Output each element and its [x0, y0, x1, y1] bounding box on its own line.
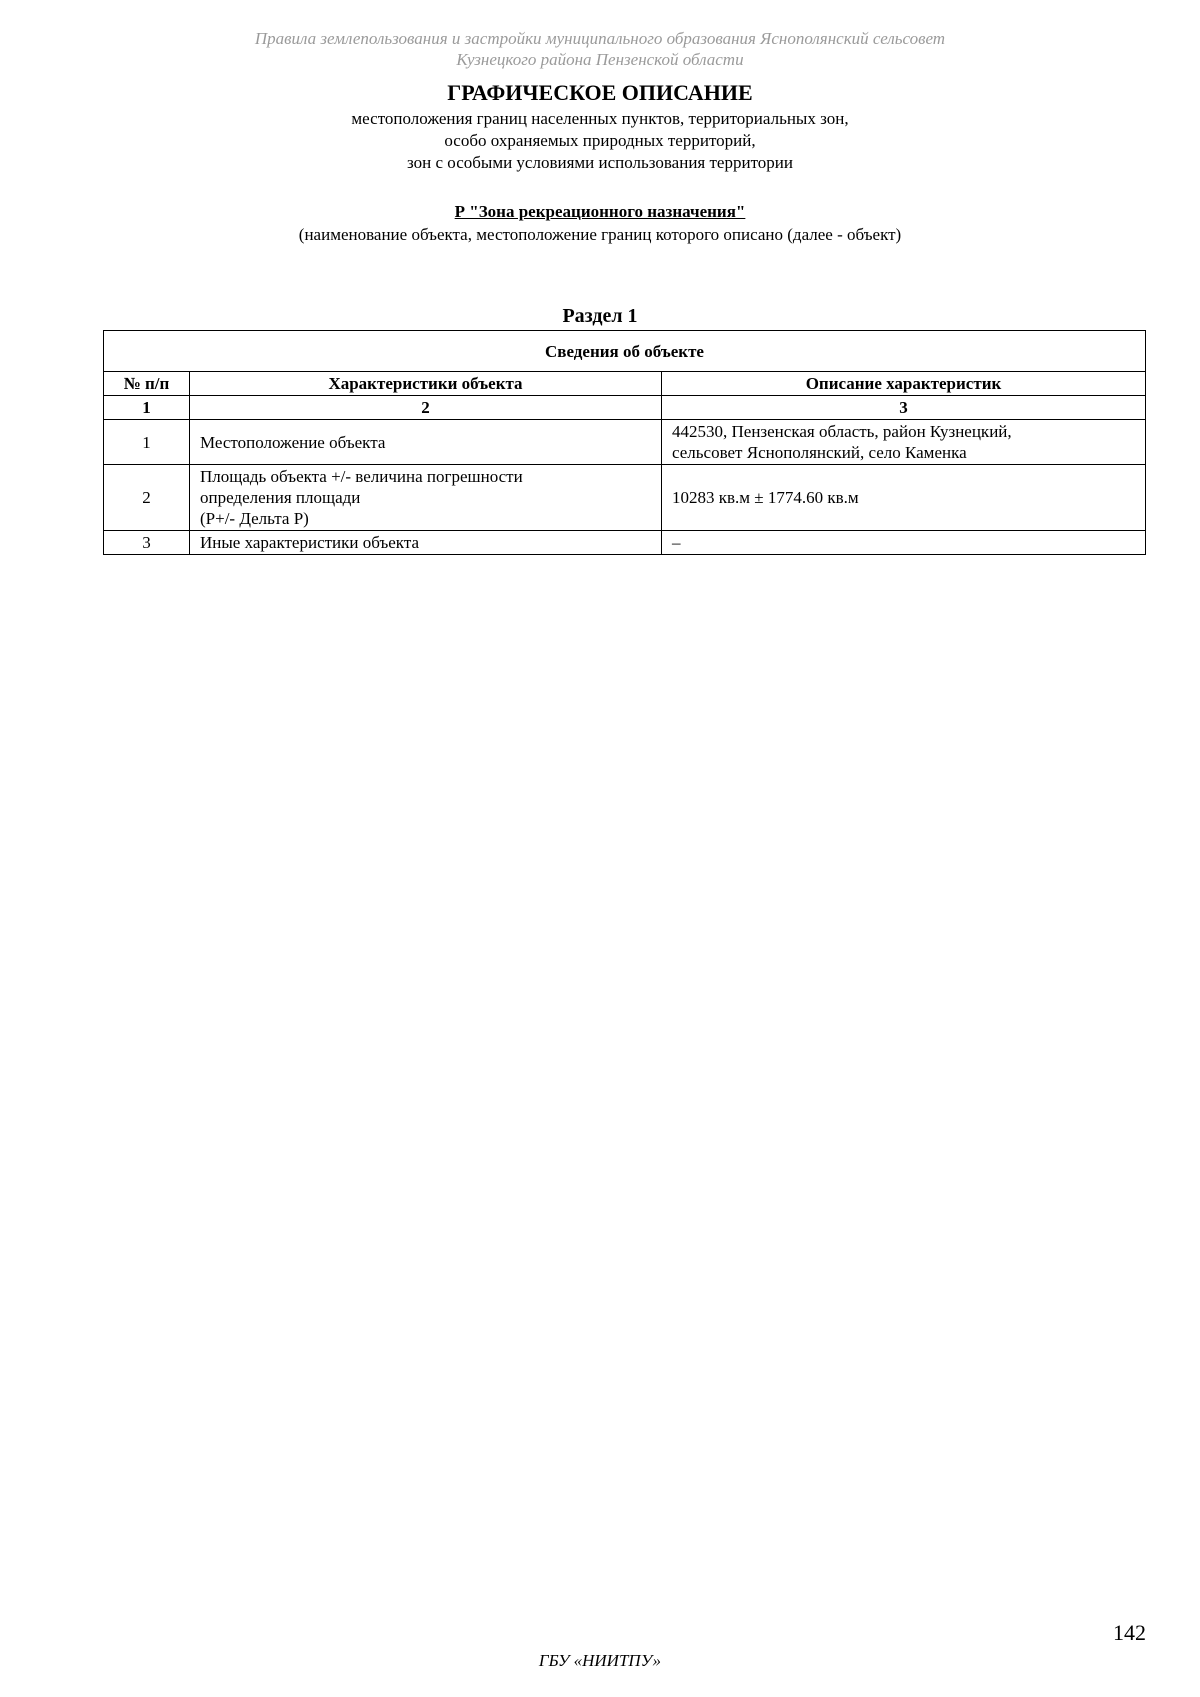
description-line: 10283 кв.м ± 1774.60 кв.м	[672, 488, 859, 507]
subtitle-line-2: особо охраняемых природных территорий,	[444, 131, 756, 150]
table-row	[104, 531, 1146, 555]
column-number-2: 2	[190, 396, 662, 420]
object-name: Р "Зона рекреационного назначения"	[454, 202, 746, 221]
row-number: 1	[104, 420, 190, 465]
characteristic-line: Иные характеристики объекта	[200, 533, 420, 552]
table-header-row	[104, 372, 1146, 396]
subtitle-line-3: зон с особыми условиями использования территории	[407, 153, 793, 172]
row-description	[662, 420, 1146, 465]
object-caption: (наименование объекта, местоположение границ которого описано (далее - объект)	[298, 225, 902, 244]
characteristic-line: (Р+/- Дельта Р)	[200, 509, 309, 528]
document-title: ГРАФИЧЕСКОЕ ОПИСАНИЕ	[447, 80, 753, 105]
table-title: Сведения об объекте	[104, 331, 1146, 372]
header-characteristics: Характеристики объекта	[190, 372, 662, 396]
footer-organization: ГБУ «НИИТПУ»	[538, 1651, 662, 1670]
row-description	[662, 465, 1146, 531]
document-subtitle	[0, 108, 1200, 174]
column-number-3: 3	[662, 396, 1146, 420]
row-number: 3	[104, 531, 190, 555]
running-header	[0, 28, 1200, 70]
section-title: Раздел 1	[562, 305, 638, 327]
characteristic-line: Местоположение объекта	[200, 432, 386, 452]
subtitle-line-1: местоположения границ населенных пунктов, территориальных зон,	[351, 109, 849, 128]
row-number: 2	[104, 465, 190, 531]
header-description: Описание характеристик	[662, 372, 1146, 396]
object-info-table	[103, 330, 1146, 555]
description-line: сельсовет Яснополянский, село Каменка	[672, 443, 967, 462]
header-number: № п/п	[104, 372, 190, 396]
column-number-1: 1	[104, 396, 190, 420]
characteristic-line: Площадь объекта +/- величина погрешности	[200, 467, 523, 486]
row-description	[662, 531, 1146, 555]
running-header-line-1: Правила землепользования и застройки муниципального образования Яснополянский сельсовет	[254, 29, 946, 48]
table-row	[104, 465, 1146, 531]
table-title-row	[104, 331, 1146, 372]
table-row	[104, 420, 1146, 465]
description-line: –	[672, 533, 681, 552]
description-line: 442530, Пензенская область, район Кузнецкий,	[672, 422, 1012, 441]
column-number-row	[104, 396, 1146, 420]
row-characteristic	[190, 465, 662, 531]
row-characteristic	[190, 420, 662, 465]
page-number: 142	[1113, 1620, 1146, 1645]
characteristic-line: определения площади	[200, 488, 361, 507]
running-header-line-2: Кузнецкого района Пензенской области	[456, 50, 744, 69]
row-characteristic	[190, 531, 662, 555]
